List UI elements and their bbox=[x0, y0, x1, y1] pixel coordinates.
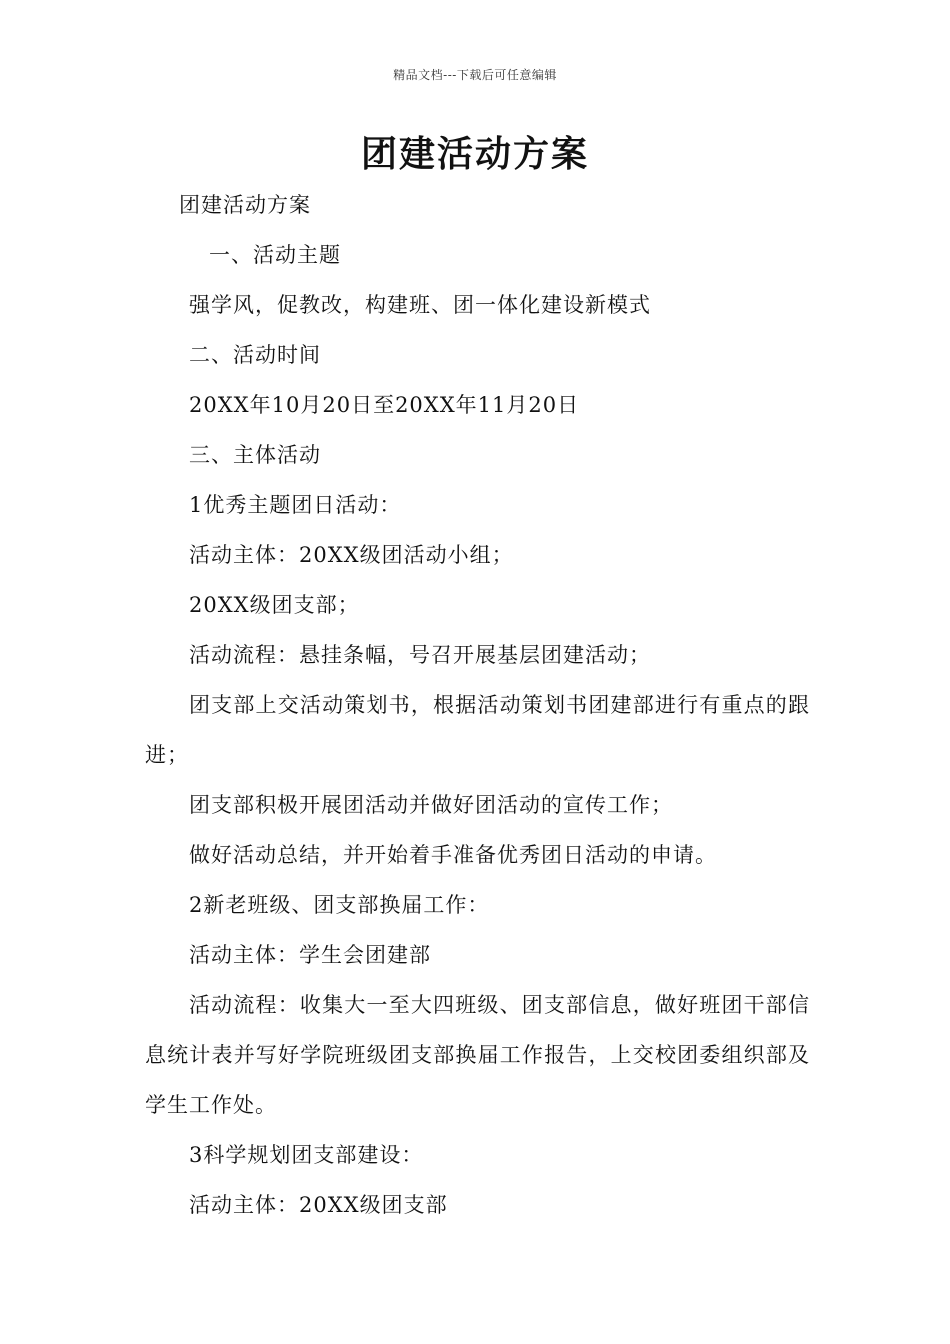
paragraph: 二、活动时间 bbox=[189, 343, 321, 367]
header-note: 精品文档---下载后可任意编辑 bbox=[393, 68, 557, 82]
paragraph: 团支部积极开展团活动并做好团活动的宣传工作； bbox=[189, 793, 673, 817]
paragraph: 活动流程：悬挂条幅，号召开展基层团建活动； bbox=[189, 643, 651, 667]
paragraph: 活动主体：学生会团建部 bbox=[189, 943, 431, 967]
document-body bbox=[145, 180, 810, 1230]
paragraph: 活动主体：20XX级团活动小组； bbox=[189, 543, 514, 567]
paragraph: 团建活动方案 bbox=[179, 193, 311, 217]
paragraph: 20XX年10月20日至20XX年11月20日 bbox=[189, 393, 580, 417]
paragraph: 团支部上交活动策划书，根据活动策划书团建部进行有重点的跟进； bbox=[145, 693, 810, 767]
paragraph: 做好活动总结，并开始着手准备优秀团日活动的申请。 bbox=[189, 843, 717, 867]
paragraph: 20XX级团支部； bbox=[189, 593, 360, 617]
paragraph: 2新老班级、团支部换届工作： bbox=[189, 893, 490, 917]
document-title: 团建活动方案 bbox=[360, 133, 589, 175]
paragraph: 活动流程：收集大一至大四班级、团支部信息，做好班团干部信息统计表并写好学院班级团支部换届工作报告，上交校团委组织部及学生工作处。 bbox=[145, 993, 810, 1117]
paragraph: 强学风，促教改，构建班、团一体化建设新模式 bbox=[189, 293, 651, 317]
paragraph: 活动主体：20XX级团支部 bbox=[189, 1193, 448, 1217]
paragraph: 3科学规划团支部建设： bbox=[189, 1143, 424, 1167]
paragraph: 三、主体活动 bbox=[189, 443, 321, 467]
paragraph: 一、活动主题 bbox=[209, 243, 341, 267]
paragraph: 1优秀主题团日活动： bbox=[189, 493, 402, 517]
